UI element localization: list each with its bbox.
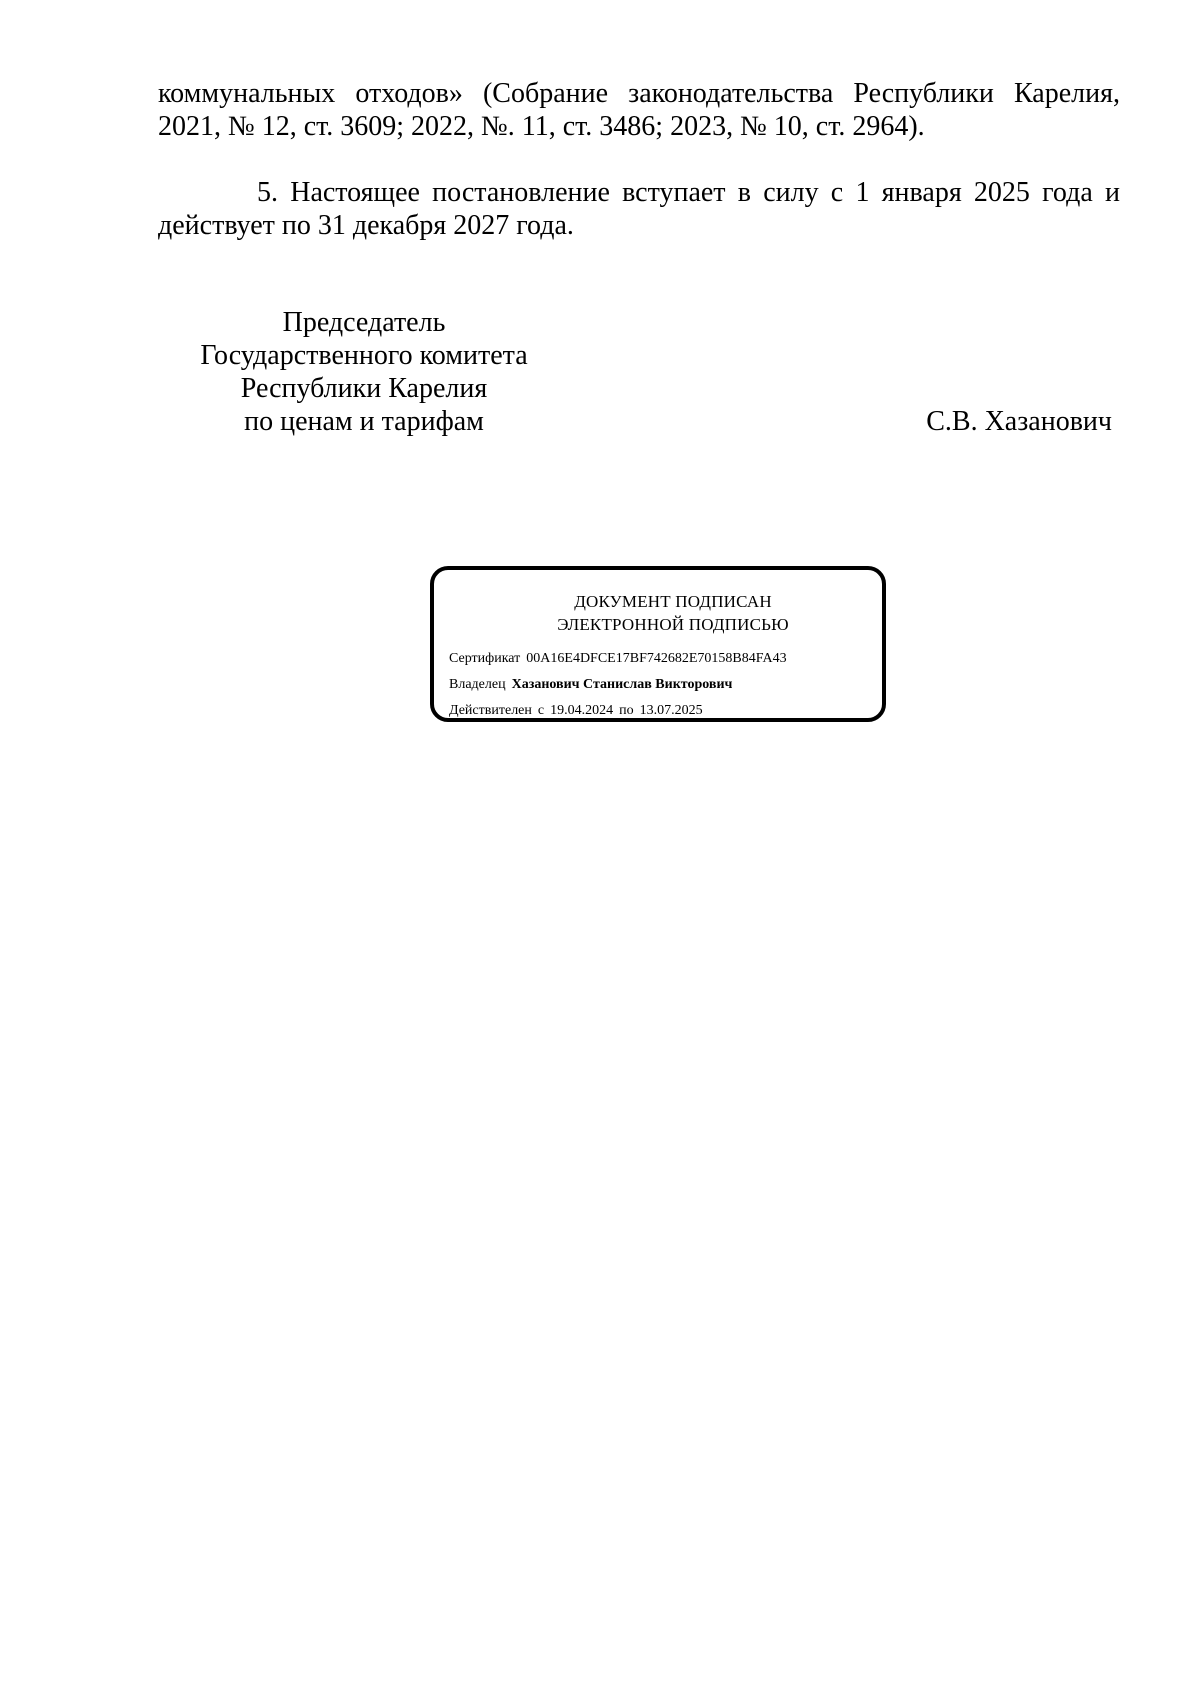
signatory-title-line: Республики Карелия [240, 373, 488, 404]
validity-to: 13.07.2025 [639, 703, 703, 718]
certificate-value: 00A16E4DFCE17BF742682E70158B84FA43 [526, 651, 787, 666]
stamp-owner-row [449, 676, 732, 694]
signatory-title [178, 306, 550, 438]
certificate-label: Сертификат [449, 651, 521, 666]
validity-to-label: по [619, 703, 634, 718]
owner-label: Владелец [449, 677, 506, 692]
owner-value: Хазанович Станислав Викторович [511, 677, 733, 692]
paragraph-effective-date: 5. Настоящее постановление вступает в силу с 1 января 2025 года и действует по 31 декабря 2027 года. [158, 177, 1120, 241]
stamp-title-line-2: ЭЛЕКТРОННОЙ ПОДПИСЬЮ [557, 615, 789, 634]
validity-from-label: с [537, 703, 545, 718]
stamp-certificate-row [449, 650, 787, 668]
stamp-title-line-1: ДОКУМЕНТ ПОДПИСАН [574, 592, 772, 611]
stamp-validity-row [449, 702, 703, 720]
paragraph-continuation: коммунальных отходов» (Собрание законодательства Республики Карелия, 2021, № 12, ст. 3609; 2022, №. 11, ст. 3486; 2023, № 10, ст. 2964). [158, 78, 1120, 142]
signatory-title-line: по ценам и тарифам [244, 406, 484, 437]
signatory-name: С.В. Хазанович [926, 406, 1112, 437]
electronic-signature-stamp [430, 566, 886, 722]
stamp-title [434, 590, 882, 636]
signatory-title-line: Председатель [282, 307, 446, 338]
signatory-title-line: Государственного комитета [200, 340, 528, 371]
validity-from: 19.04.2024 [550, 703, 614, 718]
validity-label: Действителен [449, 703, 532, 718]
